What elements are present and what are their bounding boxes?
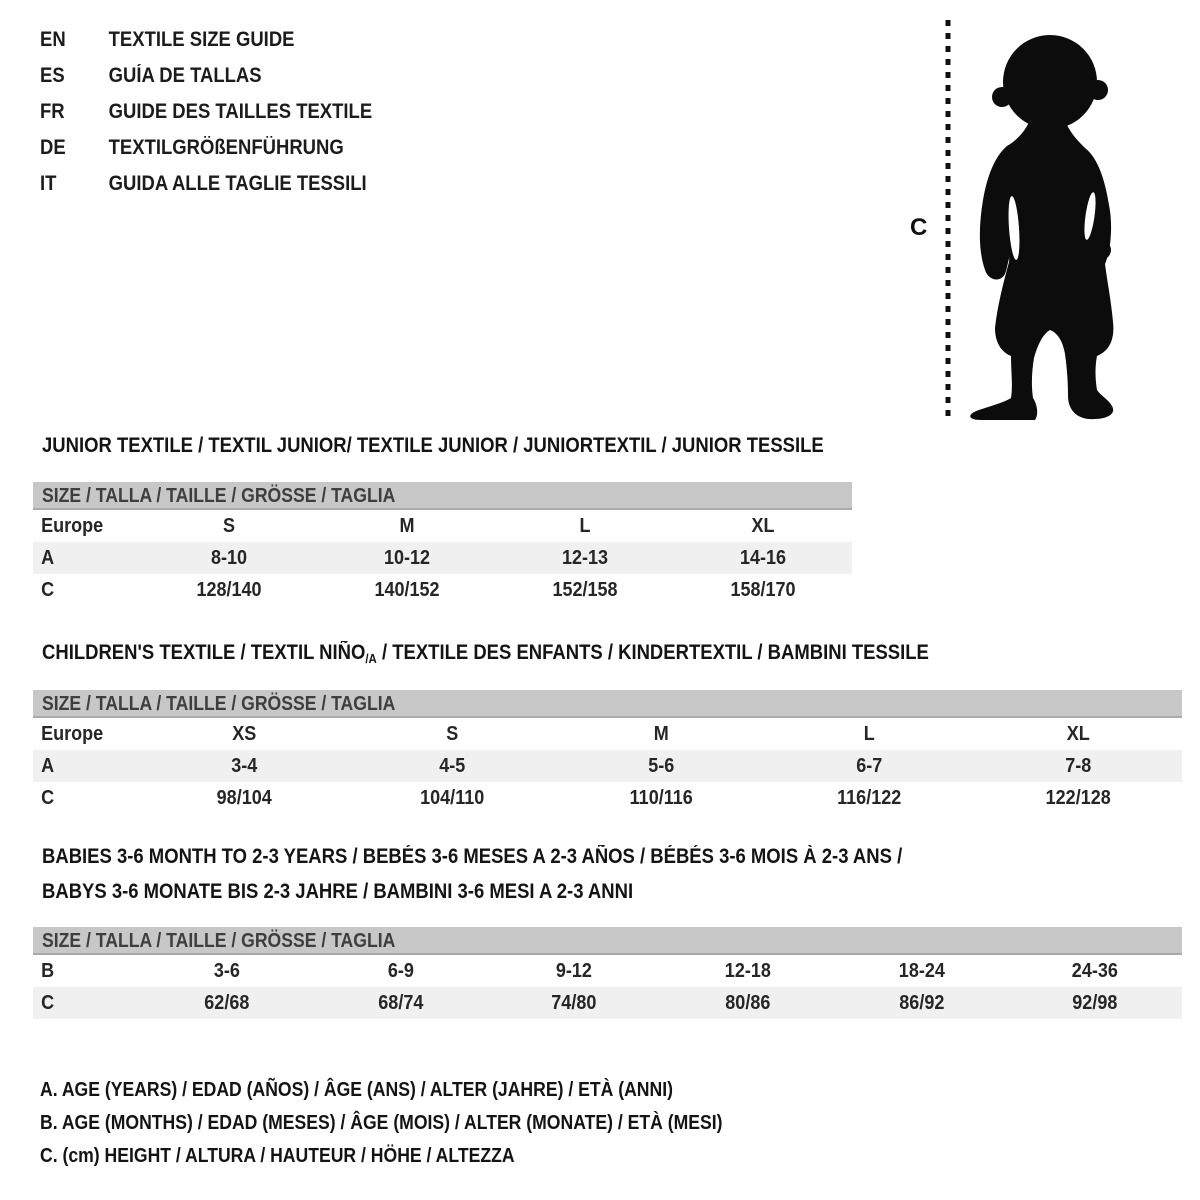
row-label: B [41, 959, 55, 982]
table-row [33, 987, 1182, 1019]
size-value: 98/104 [216, 786, 272, 809]
language-row [40, 22, 372, 58]
table-row [33, 510, 852, 542]
guide-title: GUIDE DES TAILLES TEXTILE [108, 100, 373, 123]
size-value: 80/86 [725, 991, 771, 1014]
size-value: 7-8 [1064, 754, 1091, 777]
row-label: Europe [41, 722, 104, 745]
size-header-bar: SIZE / TALLA / TAILLE / GRÖSSE / TAGLIA [33, 482, 852, 510]
size-value: M [653, 722, 669, 745]
language-row [40, 58, 372, 94]
row-label: C [41, 991, 55, 1014]
section-heading-children: CHILDREN'S TEXTILE / TEXTIL $NIÑO_{/A}$ / TEXTILE DES ENFANTS / KINDERTEXTIL / BAMBINI TESSILE [42, 641, 929, 666]
language-code: DE [40, 136, 66, 159]
guide-title: GUIDA ALLE TAGLIE TESSILI [108, 172, 367, 195]
size-value: 128/140 [196, 578, 262, 601]
legend [40, 1074, 816, 1173]
row-label: A [41, 546, 55, 569]
legend-line-c: C. (cm) HEIGHT / ALTURA / HAUTEUR / HÖHE / ALTEZZA [40, 1145, 515, 1167]
language-code: EN [40, 28, 66, 51]
size-value: L [579, 514, 591, 537]
size-header-bar: SIZE / TALLA / TAILLE / GRÖSSE / TAGLIA [33, 690, 1182, 718]
size-value: 14-16 [739, 546, 787, 569]
language-row [40, 94, 372, 130]
size-value: 8-10 [210, 546, 248, 569]
language-row [40, 130, 372, 166]
children-size-table [33, 690, 1182, 814]
size-value: 152/158 [552, 578, 618, 601]
size-value: 12-18 [724, 959, 771, 982]
table-row [33, 574, 852, 606]
size-value: 12-13 [561, 546, 609, 569]
size-value: 24-36 [1072, 959, 1119, 982]
size-value: XL [1066, 722, 1090, 745]
size-value: 116/122 [837, 786, 902, 809]
size-value: 18-24 [898, 959, 945, 982]
language-code: FR [40, 100, 65, 123]
size-value: 122/128 [1045, 786, 1111, 809]
size-value: L [863, 722, 875, 745]
row-label: C [41, 578, 55, 601]
guide-title: TEXTILGRÖßENFÜHRUNG [108, 136, 344, 159]
size-value: 5-6 [648, 754, 675, 777]
size-value: 74/80 [551, 991, 597, 1014]
language-code: ES [40, 64, 65, 87]
size-value: 92/98 [1072, 991, 1118, 1014]
toddler-silhouette-icon [900, 16, 1150, 422]
measure-label-c: C [910, 214, 928, 241]
size-value: 140/152 [374, 578, 440, 601]
table-row [33, 750, 1182, 782]
size-value: 104/110 [420, 786, 485, 809]
size-value: 3-4 [231, 754, 258, 777]
size-value: 3-6 [213, 959, 240, 982]
size-value: 4-5 [439, 754, 466, 777]
size-value: 9-12 [556, 959, 593, 982]
row-label: C [41, 786, 55, 809]
section-heading-babies-line1: BABIES 3-6 MONTH TO 2-3 YEARS / BEBÉS 3-6 MESES A 2-3 AÑOS / BÉBÉS 3-6 MOIS À 2-3 ANS / [42, 845, 903, 868]
size-value: M [399, 514, 415, 537]
size-value: S [446, 722, 459, 745]
size-value: XS [232, 722, 257, 745]
section-heading-babies-line2: BABYS 3-6 MONATE BIS 2-3 JAHRE / BAMBINI 3-6 MESI A 2-3 ANNI [42, 880, 634, 903]
size-value: 6-9 [387, 959, 414, 982]
legend-line-b: B. AGE (MONTHS) / EDAD (MESES) / ÂGE (MOIS) / ALTER (MONATE) / ETÀ (MESI) [40, 1112, 723, 1134]
table-row [33, 718, 1182, 750]
table-row [33, 955, 1182, 987]
size-value: 68/74 [377, 991, 424, 1014]
size-value: S [222, 514, 236, 537]
size-value: 10-12 [383, 546, 431, 569]
size-value: 62/68 [204, 991, 250, 1014]
language-row [40, 166, 372, 202]
size-value: 110/116 [629, 786, 693, 809]
section-heading-junior: JUNIOR TEXTILE / TEXTIL JUNIOR/ TEXTILE JUNIOR / JUNIORTEXTIL / JUNIOR TESSILE [42, 434, 824, 457]
babies-size-table [33, 927, 1182, 1019]
row-label: A [41, 754, 55, 777]
size-value: 86/92 [898, 991, 945, 1014]
size-value: XL [751, 514, 775, 537]
table-row [33, 782, 1182, 814]
row-label: Europe [41, 514, 104, 537]
guide-title: TEXTILE SIZE GUIDE [108, 28, 295, 51]
legend-line-a: A. AGE (YEARS) / EDAD (AÑOS) / ÂGE (ANS) / ALTER (JAHRE) / ETÀ (ANNI) [40, 1079, 673, 1101]
language-code: IT [40, 172, 57, 195]
size-header-bar: SIZE / TALLA / TAILLE / GRÖSSE / TAGLIA [33, 927, 1182, 955]
size-value: 6-7 [856, 754, 883, 777]
language-title-list [40, 22, 417, 202]
table-row [33, 542, 852, 574]
junior-size-table [33, 482, 852, 606]
size-value: 158/170 [730, 578, 796, 601]
guide-title: GUÍA DE TALLAS [108, 64, 262, 87]
